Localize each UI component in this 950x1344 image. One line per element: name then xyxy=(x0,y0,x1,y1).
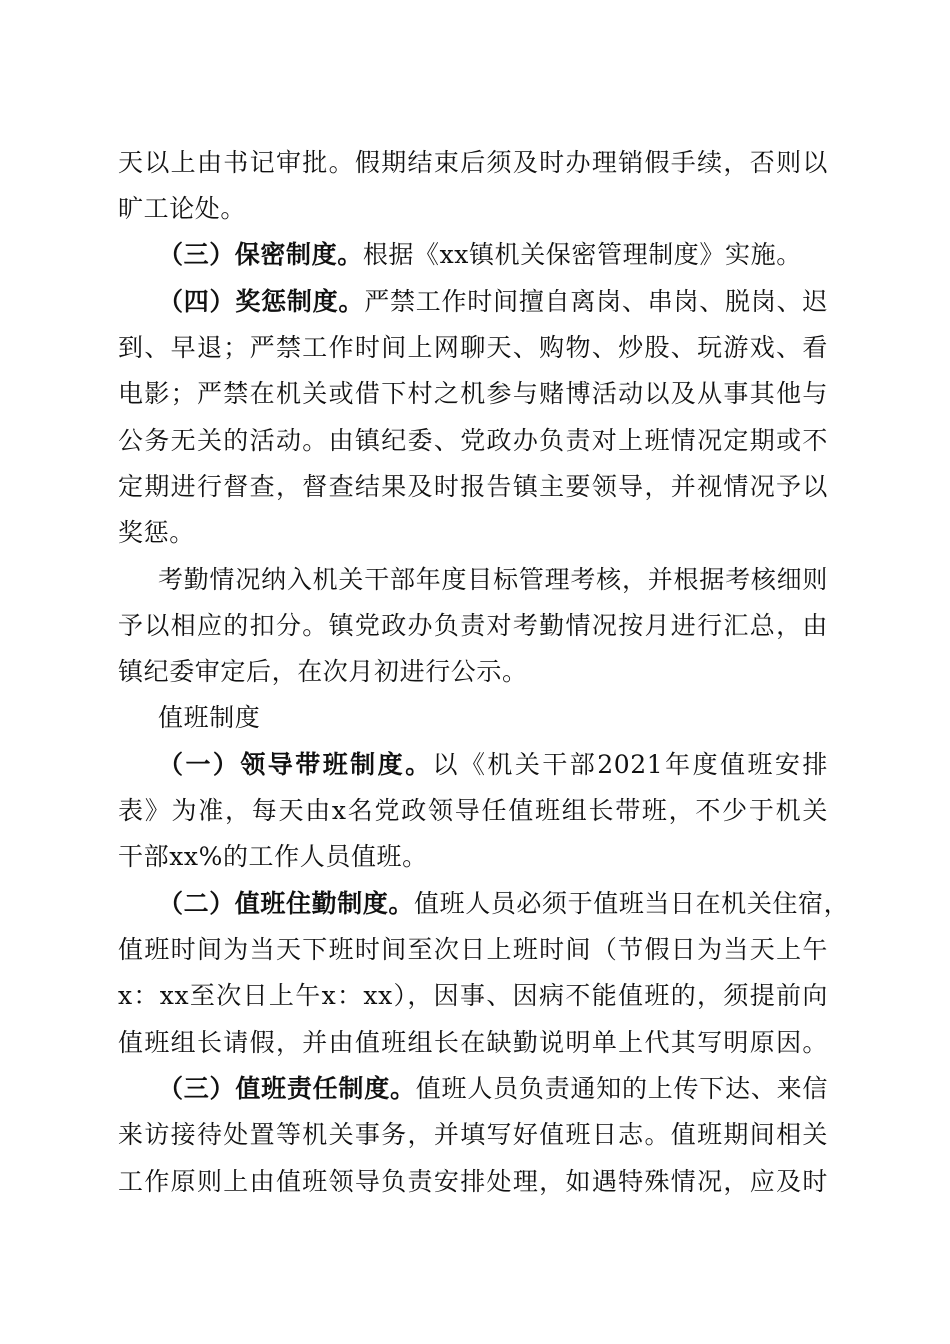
text-line-16: 干部xx%的工作人员值班。 xyxy=(118,842,428,871)
text-line-15: 表》为准，每天由x名党政领导任值班组长带班，不少于机关 xyxy=(118,796,828,825)
text-line-23: 工作原则上由值班领导负责安排处理，如遇特殊情况，应及时 xyxy=(118,1167,828,1196)
duty-system-title: 值班制度 xyxy=(158,703,261,732)
discipline-heading: （四）奖惩制度。 xyxy=(158,287,365,316)
leader-duty-paragraph-start xyxy=(158,739,828,791)
text-line-2: 旷工论处。 xyxy=(118,194,247,223)
residence-duty-heading: （二）值班住勤制度。 xyxy=(158,889,415,918)
attendance-paragraph-start: 考勤情况纳入机关干部年度目标管理考核，并根据考核细则 xyxy=(158,565,828,594)
text-line-5: 到、早退；严禁工作时间上网聊天、购物、炒股、玩游戏、看 xyxy=(118,333,828,362)
residence-duty-paragraph-start xyxy=(158,878,850,930)
discipline-paragraph-start xyxy=(158,276,828,328)
responsibility-duty-text: 值班人员负责通知的上传下达、来信 xyxy=(415,1074,828,1103)
text-line-1: 天以上由书记审批。假期结束后须及时办理销假手续，否则以 xyxy=(118,148,828,177)
text-line-8: 定期进行督查，督查结果及时报告镇主要领导，并视情况予以 xyxy=(118,472,828,501)
secrecy-paragraph xyxy=(158,229,828,281)
text-line-12: 镇纪委审定后，在次月初进行公示。 xyxy=(118,657,528,686)
text-line-9: 奖惩。 xyxy=(118,518,195,547)
text-line-7: 公务无关的活动。由镇纪委、党政办负责对上班情况定期或不 xyxy=(118,426,828,455)
leader-duty-text: 以《机关干部2021年度值班安排 xyxy=(432,750,828,779)
text-line-20: 值班组长请假，并由值班组长在缺勤说明单上代其写明原因。 xyxy=(118,1028,828,1057)
residence-duty-text: 值班人员必须于值班当日在机关住宿， xyxy=(414,889,850,918)
responsibility-duty-paragraph-start xyxy=(158,1063,828,1115)
secrecy-text: 根据《xx镇机关保密管理制度》实施。 xyxy=(362,240,802,269)
responsibility-duty-heading: （三）值班责任制度。 xyxy=(158,1074,416,1103)
text-line-18: 值班时间为当天下班时间至次日上班时间（节假日为当天上午 xyxy=(118,935,828,964)
secrecy-heading: （三）保密制度。 xyxy=(158,240,363,269)
discipline-text: 严禁工作时间擅自离岗、串岗、脱岗、迟 xyxy=(364,287,828,316)
text-line-19: x：xx至次日上午x：xx），因事、因病不能值班的，须提前向 xyxy=(118,981,828,1010)
leader-duty-heading: （一）领导带班制度。 xyxy=(158,750,433,779)
text-line-22: 来访接待处置等机关事务，并填写好值班日志。值班期间相关 xyxy=(118,1120,828,1149)
text-line-6: 电影；严禁在机关或借下村之机参与赌博活动以及从事其他与 xyxy=(118,379,828,408)
text-line-11: 予以相应的扣分。镇党政办负责对考勤情况按月进行汇总，由 xyxy=(118,611,828,640)
